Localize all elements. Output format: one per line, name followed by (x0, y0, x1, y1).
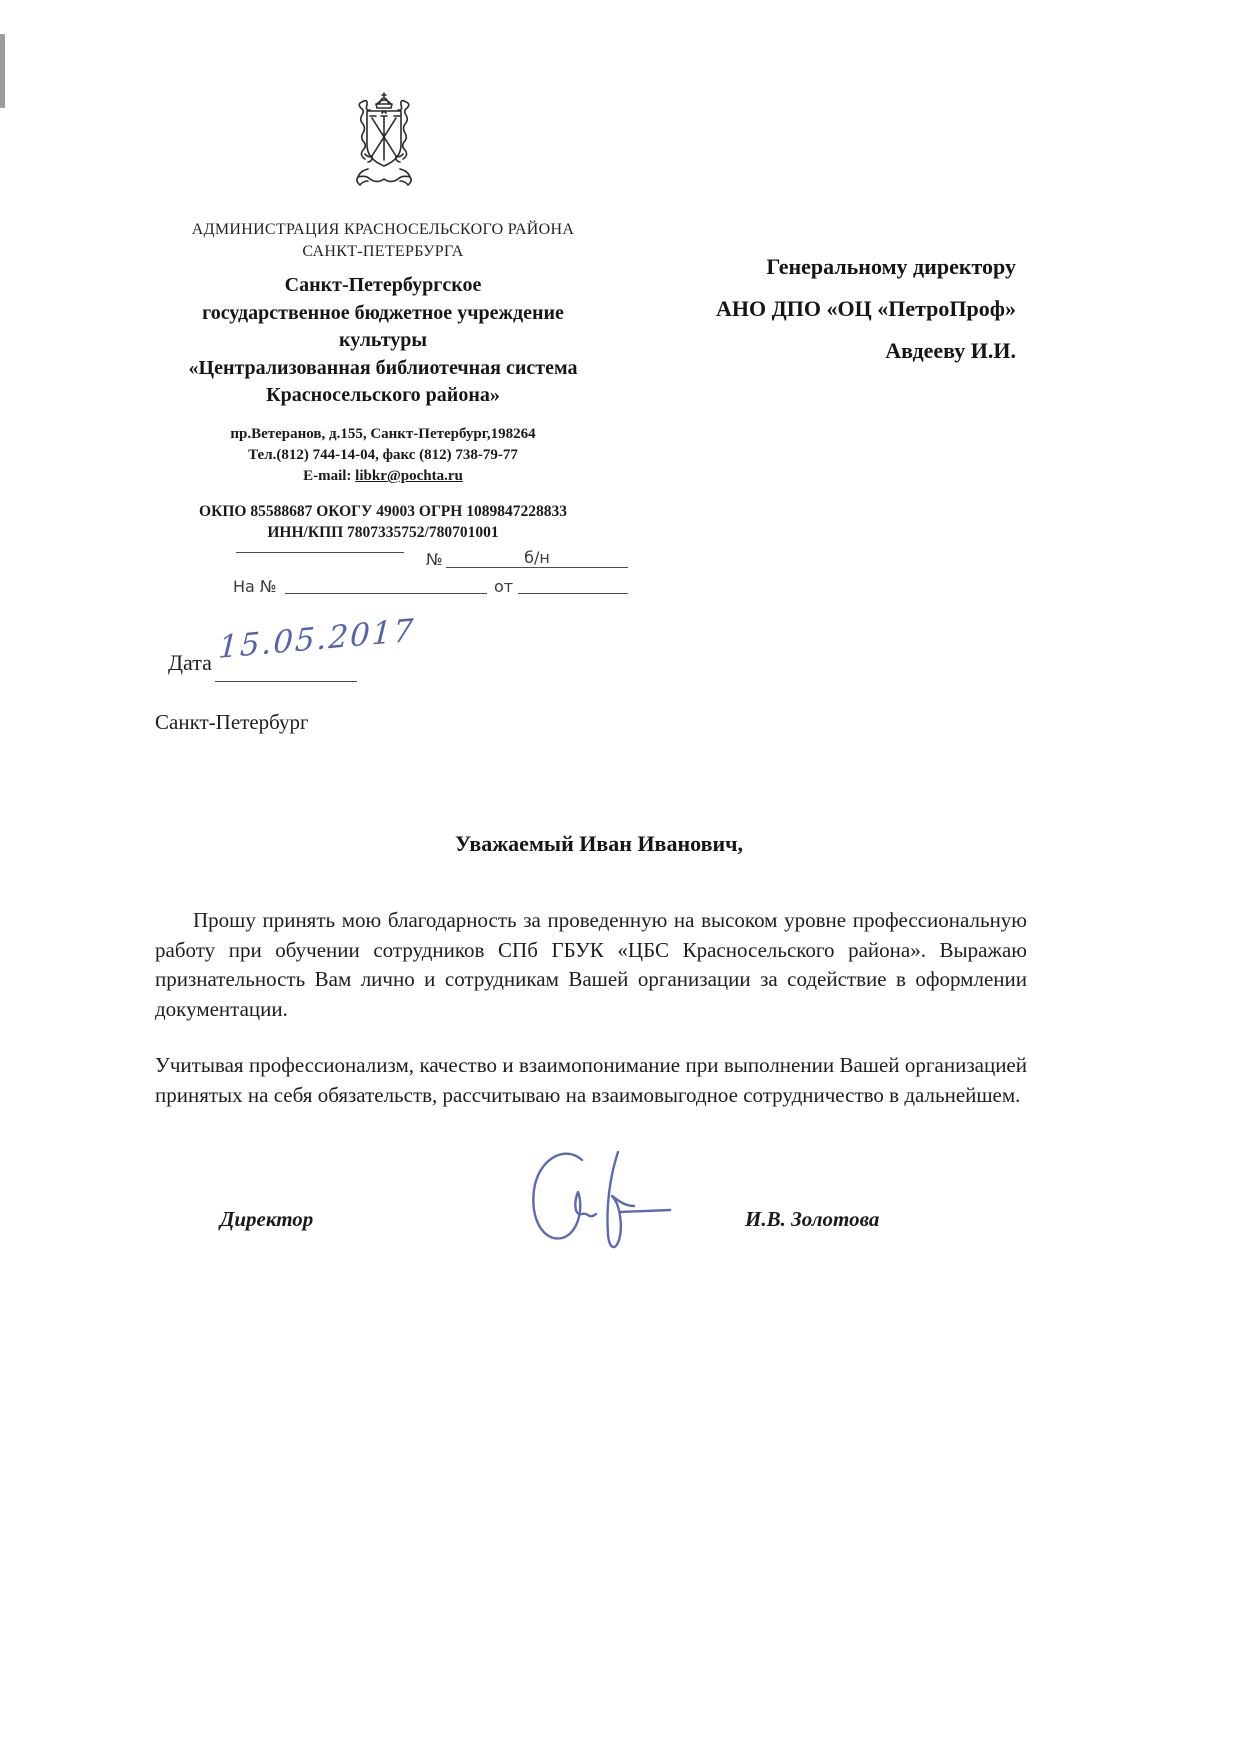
administration-line-1: АДМИНИСТРАЦИЯ КРАСНОСЕЛЬСКОГО РАЙОНА (191, 221, 575, 238)
org-line: Санкт-Петербургское (284, 274, 482, 296)
codes-line-1: ОКПО 85588687 ОКОГУ 49003 ОГРН 1089847228833 (199, 503, 567, 520)
recipient-block (596, 246, 1016, 372)
signer-title: Директор (220, 1207, 314, 1231)
date-label: Дата (168, 650, 212, 675)
outgoing-number-value: б/н (446, 548, 628, 568)
sender-address: пр.Ветеранов, д.155, Санкт-Петербург,198264 (230, 426, 536, 442)
city-name: Санкт-Петербург (155, 710, 309, 734)
administration-heading (150, 219, 616, 263)
number-sign: № (426, 550, 443, 569)
recipient-name: Авдееву И.И. (885, 338, 1016, 363)
coat-of-arms-icon (338, 90, 430, 199)
scan-edge-artifact (0, 34, 5, 108)
from-label: от (494, 577, 514, 596)
outgoing-number-blank (236, 552, 404, 553)
recipient-organization: АНО ДПО «ОЦ «ПетроПроф» (716, 296, 1016, 321)
on-number-label: На № (233, 577, 277, 596)
org-line: культуры (338, 329, 428, 351)
recipient-position: Генеральному директору (766, 254, 1016, 279)
sender-contacts (150, 424, 616, 487)
sender-organization (150, 272, 616, 410)
handwritten-signature-icon (522, 1142, 682, 1262)
email-address: libkr@pochta.ru (355, 468, 463, 484)
sender-codes (150, 501, 616, 543)
org-line: государственное бюджетное учреждение (202, 301, 564, 324)
org-line: Красносельского района» (266, 384, 500, 406)
sender-phone-fax: Тел.(812) 744-14-04, факс (812) 738-79-77 (248, 447, 518, 463)
date-underline (215, 681, 357, 682)
codes-line-2: ИНН/КПП 7807335752/780701001 (267, 524, 499, 541)
from-date-blank (518, 577, 628, 594)
on-number-blank (285, 577, 487, 594)
sender-email-line (150, 466, 616, 487)
org-line: «Централизованная библиотечная система (188, 356, 578, 379)
handwritten-date: 15.05.2017 (217, 612, 417, 666)
signer-name: И.В. Золотова (745, 1207, 880, 1231)
body-paragraph-1: Прошу принять мою благодарность за проведенную на высоком уровне профессиональную работу при обучении сотрудников СПб ГБУК «ЦБС Красносельского района». Выражаю признательность Вам лично и сотрудникам Вашей организации за содействие в оформлении документации. (155, 908, 1027, 1021)
salutation: Уважаемый Иван Иванович, (455, 831, 744, 856)
body-paragraph-2: Учитывая профессионализм, качество и взаимопонимание при выполнении Вашей организацией принятых на себя обязательств, рассчитываю на взаимовыгодное сотрудничество в дальнейшем. (155, 1053, 1027, 1107)
administration-line-2: САНКТ-ПЕТЕРБУРГА (302, 243, 464, 260)
email-label: E-mail: (303, 468, 352, 484)
